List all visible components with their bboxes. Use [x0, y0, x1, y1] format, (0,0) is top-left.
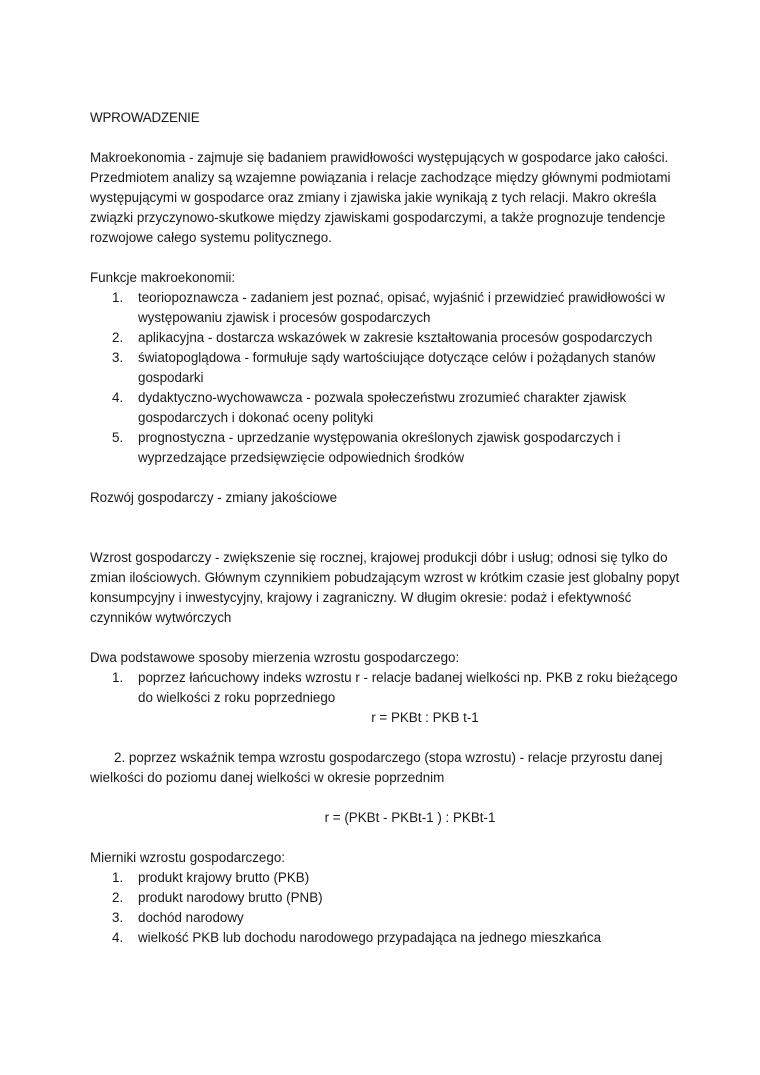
list-item — [90, 668, 690, 708]
document-page — [90, 108, 690, 968]
functions-label: Funkcje makroekonomii: — [90, 270, 236, 285]
list-number: 5. — [112, 430, 124, 445]
list-item-text: światopoglądowa - formułuje sądy wartościujące dotyczące celów i pożądanych stanów gospodarki — [138, 350, 656, 385]
methods-label: Dwa podstawowe sposoby mierzenia wzrostu gospodarczego: — [90, 650, 460, 665]
list-number: 4. — [112, 930, 124, 945]
list-number: 1. — [112, 670, 124, 685]
document-heading: WPROWADZENIE — [90, 110, 200, 125]
list-item-text: prognostyczna - uprzedzanie występowania określonych zjawisk gospodarczych i wyprzedzające przedsięwzięcie odpowiednich środków — [138, 430, 621, 465]
list-number: 1. — [112, 870, 124, 885]
intro-paragraph: Makroekonomia - zajmuje się badaniem prawidłowości występujących w gospodarce jako całości. Przedmiotem analizy są wzajemne powiązania i relacje zachodzące między głównymi podmiotami występującymi w gospodarce oraz zmiany i zjawiska jakie wynikają z tych relacji. Makro określa związki przyczynowo-skutkowe między zjawiskami gospodarczymi, a także prognozuje tendencje rozwojowe całego systemu politycznego. — [90, 150, 671, 245]
list-item — [90, 928, 690, 948]
list-item-text: poprzez łańcuchowy indeks wzrostu r - relacje badanej wielkości np. PKB z roku bieżącego do wielkości z roku poprzedniego — [138, 670, 678, 705]
list-item-text: aplikacyjna - dostarcza wskazówek w zakresie kształtowania procesów gospodarczych — [138, 330, 653, 345]
list-number: 3. — [112, 910, 124, 925]
list-item — [90, 888, 690, 908]
growth-rate-paragraph: 2. poprzez wskaźnik tempa wzrostu gospodarczego (stopa wzrostu) - relacje przyrostu danej wielkości do poziomu danej wielkości w okresie poprzednim — [90, 750, 663, 785]
list-number: 3. — [112, 350, 124, 365]
list-item-text: wielkość PKB lub dochodu narodowego przypadająca na jednego mieszkańca — [138, 930, 602, 945]
list-number: 4. — [112, 390, 124, 405]
list-item — [90, 288, 690, 328]
list-item — [90, 908, 690, 928]
list-item — [90, 328, 690, 348]
chain-index-formula: r = PKBt : PKB t-1 — [371, 710, 479, 725]
list-item-text: produkt krajowy brutto (PKB) — [138, 870, 310, 885]
list-item — [90, 428, 690, 468]
list-item-text: dydaktyczno-wychowawcza - pozwala społeczeństwu zrozumieć charakter zjawisk gospodarczych i dokonać oceny polityki — [138, 390, 627, 425]
list-item-text: produkt narodowy brutto (PNB) — [138, 890, 323, 905]
development-definition: Rozwój gospodarczy - zmiany jakościowe — [90, 490, 338, 505]
list-item-text: teoriopoznawcza - zadaniem jest poznać, opisać, wyjaśnić i przewidzieć prawidłowości w występowaniu zjawisk i procesów gospodarczych — [138, 290, 665, 325]
list-item — [90, 388, 690, 428]
functions-list — [90, 288, 690, 468]
measures-list — [90, 868, 690, 948]
list-number: 2. — [112, 890, 124, 905]
list-number: 1. — [112, 290, 124, 305]
growth-paragraph: Wzrost gospodarczy - zwiększenie się rocznej, krajowej produkcji dóbr i usług; odnosi się tylko do zmian ilościowych. Głównym czynnikiem pobudzającym wzrost w krótkim czasie jest globalny popyt konsumpcyjny i inwestycyjny, krajowy i zagraniczny. W długim okresie: podaż i efektywność czynników wytwórczych — [90, 550, 680, 625]
list-item — [90, 868, 690, 888]
list-item — [90, 348, 690, 388]
list-number: 2. — [112, 330, 124, 345]
methods-list — [90, 668, 690, 708]
growth-rate-formula: r = (PKBt - PKBt-1 ) : PKBt-1 — [324, 810, 496, 825]
list-item-text: dochód narodowy — [138, 910, 244, 925]
measures-label: Mierniki wzrostu gospodarczego: — [90, 850, 285, 865]
